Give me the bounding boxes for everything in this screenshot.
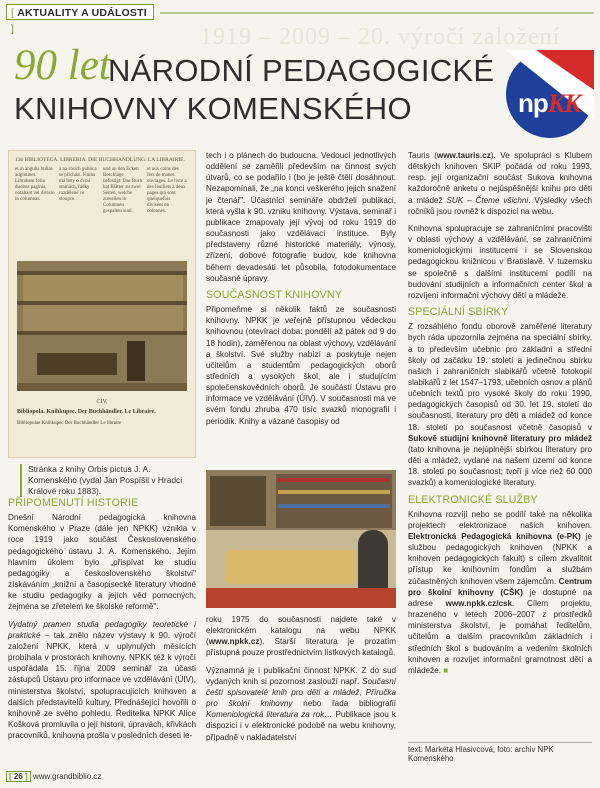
figure-column-french: et aux coins des fers de manes ouvrages. Le livre a des feuillets à deux pages qui sont quelquefois divisées en colonnes. (147, 167, 187, 214)
figure-lang-row-1: Bibliopola. Knihkupec. Der Buchhändler. Le Libraire. (17, 409, 156, 415)
engraving-image (17, 261, 187, 391)
paragraph: Připomeňme si několik faktů ze současnosti knihovny. NPKK je veřejně přístupnou vědeckou knihovnou (otevírací doba: pondělí až pátek od 9 do 18 hodin), zaměřenou na oblast výchovy, vzdělávání a školství. Své služby nabízí a poskytuje nejen učitelům a studentům pedagogických oborů středních a vysokých škol, ale i studujícím společenskovědních oborů. Je součástí Ústavu pro informace ve vzdělávání (ÚIV). V současnosti má ve svém fondu zhruba 470 tisíc svazků monografií i periodik. Knihy a vázané časopisy od (206, 305, 396, 426)
photo-credit: text: Markéta Hlasivcová, foto: archiv NPK Komenského (408, 742, 592, 763)
figure-header: 136 BIBLIOTECA. LIBRERIA. DIE BUCHHANDLUNG. LA LIBRAIRIE. (15, 157, 185, 163)
library-photo (206, 470, 396, 608)
title-number: 90 let (14, 42, 111, 89)
end-mark-icon: ■ (443, 665, 449, 675)
header-rule (160, 12, 594, 14)
background-title: 1919 – 2009 – 20. výročí založení (200, 24, 561, 50)
paragraph: Vydatný pramen studia pedagogiky teoretické i praktické – tak znělo název výstavy k 90. výročí založení NPKK, která v uplynulých měsících probíhala v prostorách knihovny. NPKK též k výročí uspořádala 15. října 2009 seminář za účasti zástupců Ústavu pro informace ve vzdělávání (ÚIV), ministerstva školství, spolupracujících knihoven a dalších představitelů kultury. Přednášející hovořili o knihovně ze svého pohledu. Ředitelka NPKK Alice Košková promluvila o její historii, úpravách, křivkách pracovníků, knihovna prošla v posledních deseti le- (8, 619, 196, 741)
logo-wordmark: npKK (518, 88, 581, 118)
heading-history: PŘIPOMENUTÍ HISTORIE (8, 497, 139, 509)
paragraph: tech i o plánech do budoucna. Vedoucí jednotlivých oddělení se zaměřili především na činnost svých útvarů, co se podařilo i (bo je ještě čtělí dosáhnout. Nezapomínali, že „na konci veškerého jejich snažení je čtenář". Účastníci semináře obdrželi publikaci, která vyšla k 90. vzniku knihovny. Výstava, seminář i publikace zmapovaly její vývoj od roku 1919 do současnosti jako vzdělávací instituce. Byly představeny různé historické materiály, výnosy, zřízení, dobové fotografie budov, kde knihovna během devadesáti let působila, fotodokumentace současné úpravy. (206, 151, 396, 283)
orbis-pictus-figure (8, 150, 196, 458)
page-number: [ 26 ] (6, 771, 31, 782)
paragraph: roku 1975 do současnosti najdete také v elektronickém katalogu na webu NPKK (www.npkk.cz). Starší literatura je prozatím přístupná pouze prostřednictvím lístkových katalogů. (206, 615, 396, 658)
figure-lang-row-2: Bibliopolae Knihkupec Der Buchhändler Le libraire (17, 421, 122, 426)
footer-site: www.grandbiblio.cz (32, 772, 102, 781)
heading-special-collections: SPECIÁLNÍ SBÍRKY (408, 306, 509, 319)
figure-caption: Stránka z knihy Orbis pictus J. A. Komenského (vydal Jan Pospíšil v Hradci Králové roku 1883). (20, 464, 196, 497)
article-column-2-bottom (206, 614, 396, 749)
paragraph: Z rozsáhlého fondu oborově zaměřené literatury bych ráda upozornila zejména na speciální sbírky, a to především učebnic pro základní a střední školy od začátku 19. století a jedinečnou sbírku našich i zahraničních slabikářů včetně fotokopií slabikářů z let 1547–1793, učebních osnov a plánů učebních textů pro vysoké školy do roku 1990, pedagogických časopisů od 30. let 19. století do současnosti, literatury pro děti a mládež od konce 18. století po současnost včetně časopisů v Sukově studijní knihovně literatury pro mládež (tato knihovna je nejúplnější sbírkou literatury pro děti a mládež, vydané na našem území od konce 18. století po současnost; tvoří ji více než 60 000 svazků) a komeniologické literatury. (408, 322, 592, 488)
paragraph: Knihovna rozvíjí nebo se podílí také na několika projektech elektronizace našich knihoven. Elektronická Pedagogická knihovna (e-PK) je službou pedagogických knihoven (NPKK a knihoven pedagogických fakult) s cílem zkvalitnit přístup ke knihovním fondům a službám zúčastněných knihoven všem zájemcům. Centrum pro školní knihovny (CŠK) je dostupné na adrese www.npkk.cz/csk. Cílem projektu, hrazeného v letech 2006–2007 z prostředků ministerstva školství, je pomáhat ředitelům, učitelům a dalším pracovníkům základních i středních škol s budováním a vedením školních knihoven a rozvíjet informační gramotnost dětí a mládeže. ■ (408, 509, 593, 675)
paragraph: Tauris (www.tauris.cz). Ve spolupráci s Klubem dětských knihoven SKIP počádá od roku 1993, resp. její organizační součást Sukova knihovna každoročně anketu o nejúspěšnější knihu pro děti a mládež SUK – Čteme všichni. Výsledky všech ročníků jsou rovněž k dispozici na webu. (408, 151, 592, 216)
figure-column-german: und an den Ecken Beschläge befestigt. Das Buch hat Blätter zu zwei Seiten, welche zuweilen in Columnen gespalten sind. (103, 167, 143, 214)
page-footer (6, 772, 101, 781)
heading-electronic-services: ELEKTRONICKÉ SLUŽBY (408, 493, 538, 506)
figure-column-latin: et in angulis bullas adglutinet. Librabant folia duobus paginis, notabant vel divisio in columnas. (15, 167, 55, 202)
heading-present: SOUČASNOST KNIHOVNY (206, 288, 343, 301)
title-line-2: KNIHOVNY KOMENSKÉHO (14, 91, 412, 126)
figure-column-czech: a na rosich publica se přichází. Kniha má listy o dvou stranách, řádky rozdělené ve sloupce. (59, 167, 97, 202)
paragraph: Knihovna spolupracuje se zahraničními pracovišti v oblasti výchovy a vzdělávání, se zahraničními komeniologickými institucemi i se Slovenskou pedagogickou knižnicou v Bratislavě. V tuzemsku se společně s dalšími institucemi podílí na budování studijních a informačních center škol a rozvíjení informační výchovy dětí a mládeže. (408, 223, 592, 300)
paragraph: Významná je i publikační činnost NPKK. Z do sud vydaných knih si pozornost zaslouží např. Současní čeští spisovatelé knih pro děti a mládež, Příručka pro školní knihovny nebo řada bibliografií Komeniologická literatura za rok… Publikace jsou k dispozici i v elektronické podobě na webu knihovny, případně v nakladatelství (206, 665, 397, 742)
article-column-3 (408, 150, 592, 682)
article-column-1 (8, 494, 196, 747)
figure-language-labels (17, 399, 187, 449)
paragraph: Dnešní Národní pedagogická knihovna Komenského v Praze (dále jen NPKK) vznikla v roce 1919 jako součást Československého pedagogického ústavu J. A. Komenského. Jejím hlavním úkolem bylo „přispívat ke studiu pedagogiky a československého školství" získáváním „knižní a časopisecké literatury vhodné ke studiu pedagogiky a jejích věd pomocných, zejména se zřetelem ke školské reformě". (8, 513, 196, 612)
npkk-logo (506, 50, 594, 138)
title-line-1: NÁRODNÍ PEDAGOGICKÉ (108, 53, 495, 88)
figure-number: CIV. (96, 399, 108, 405)
section-tag: [ AKTUALITY A UDÁLOSTI ] (6, 4, 154, 20)
article-column-2-top (206, 150, 396, 433)
